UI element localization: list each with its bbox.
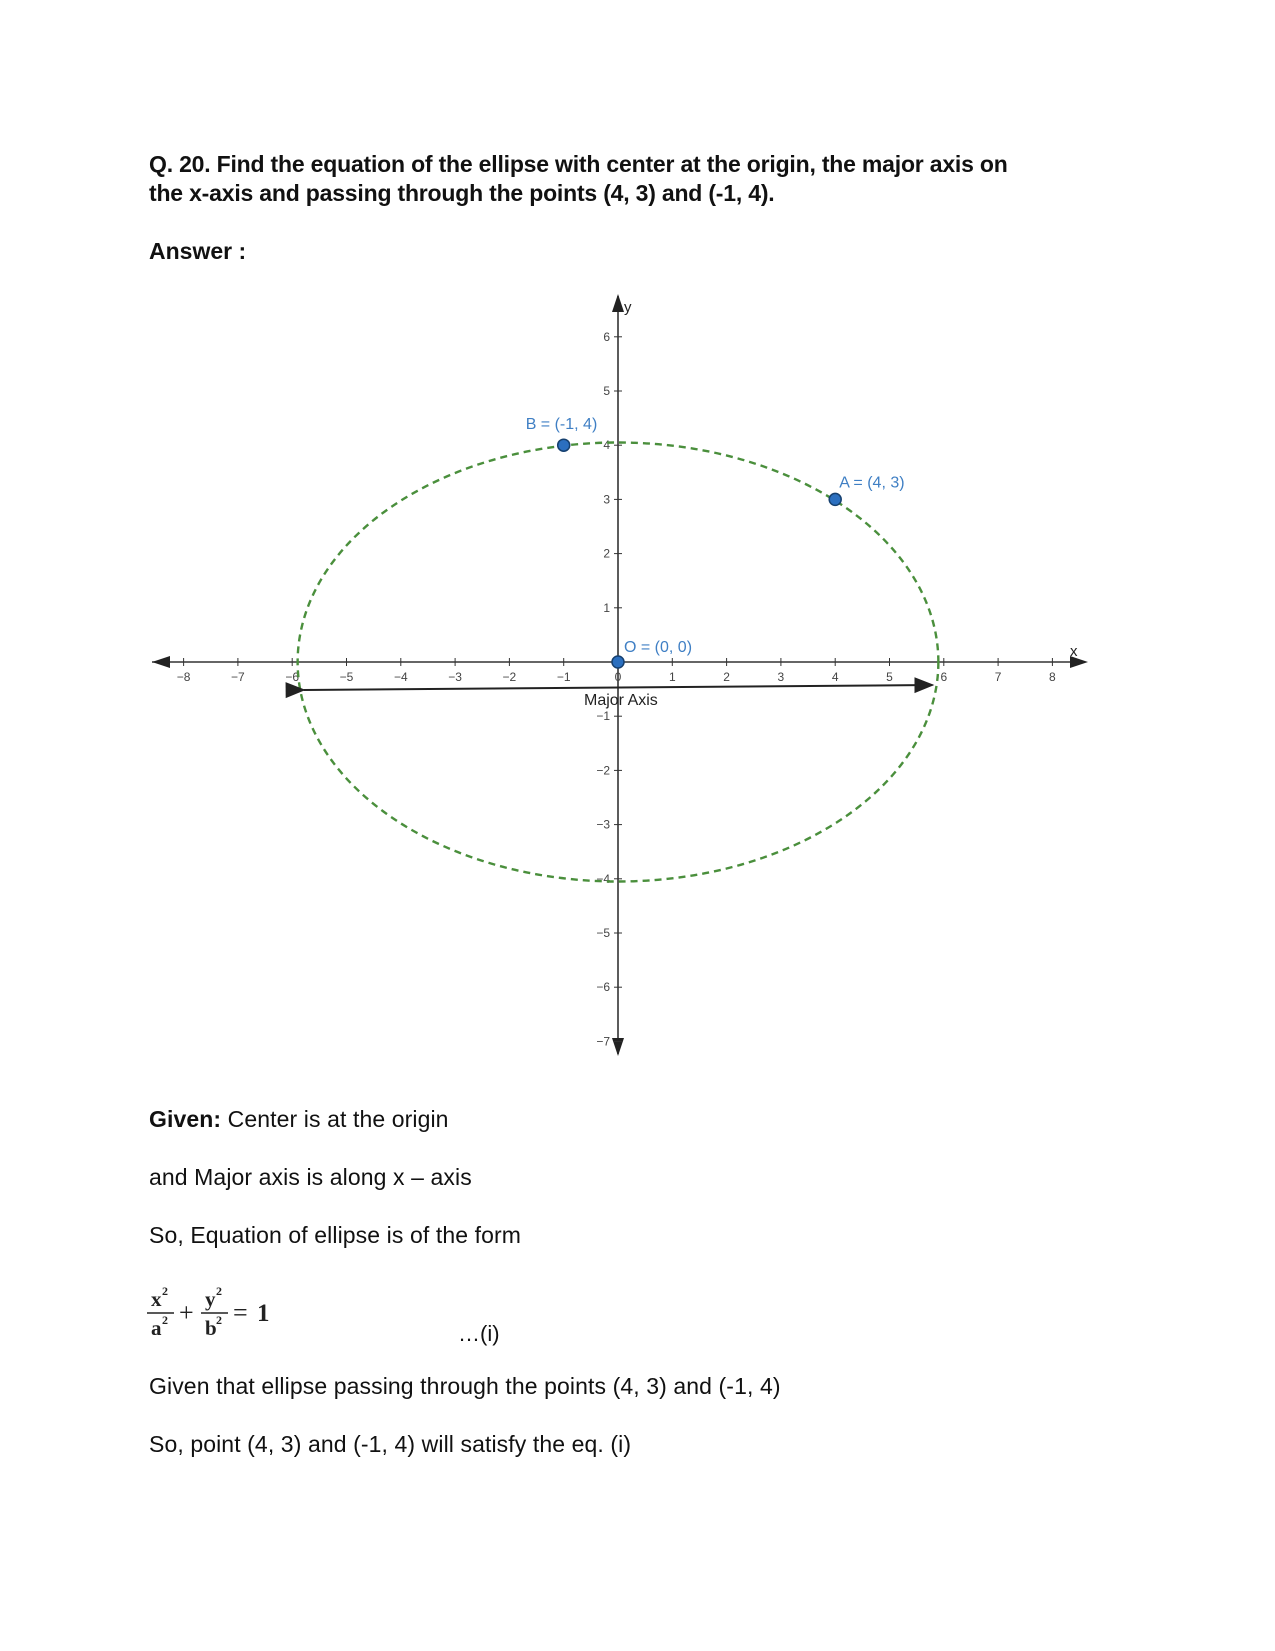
major-axis-label: Major Axis	[584, 692, 658, 709]
x-tick-label: 3	[777, 670, 785, 684]
given-line-1	[149, 1106, 449, 1133]
y-tick-label: 2	[603, 546, 610, 561]
y-tick-label: 5	[603, 384, 610, 398]
x-tick-label: −4	[393, 670, 408, 684]
exp-3: 2	[216, 1284, 222, 1298]
point-label-o: O = (0, 0)	[624, 639, 693, 656]
point-a	[829, 493, 841, 505]
a-squared: a	[151, 1316, 162, 1340]
given-line-2: and Major axis is along x – axis	[149, 1164, 472, 1190]
point-label-b: B = (-1, 4)	[525, 416, 598, 434]
x-tick-label: 0	[614, 670, 622, 684]
x-squared: x	[151, 1287, 162, 1311]
y-squared: y	[205, 1287, 216, 1311]
y-tick-label: 6	[603, 329, 610, 344]
exp-1: 2	[162, 1284, 168, 1298]
point-o	[612, 656, 624, 668]
x-tick-label: −1	[556, 670, 571, 684]
rhs-one: 1	[257, 1300, 270, 1327]
answer-label: Answer :	[149, 238, 247, 264]
b-squared: b	[205, 1316, 217, 1340]
y-tick-label: 4	[603, 438, 610, 453]
given-line-5: So, point (4, 3) and (-1, 4) will satisfy the eq. (i)	[149, 1431, 632, 1457]
y-tick-label: −5	[596, 926, 610, 940]
given-text: Center is at the origin	[221, 1106, 449, 1132]
y-axis-label: y	[624, 299, 632, 316]
given-line-3: So, Equation of ellipse is of the form	[149, 1222, 522, 1248]
x-tick-label: 1	[668, 670, 676, 684]
question-line-2: the x-axis and passing through the points (4, 3) and (-1, 4).	[149, 180, 775, 206]
y-tick-label: −6	[596, 980, 610, 995]
x-tick-label: 4	[831, 670, 839, 684]
x-axis-arrow-left	[152, 656, 170, 668]
x-tick-label: −8	[176, 670, 191, 684]
given-label: Given:	[149, 1106, 222, 1132]
x-tick-label: 7	[994, 670, 1002, 684]
x-tick-label: 8	[1049, 670, 1056, 684]
x-tick-label: 2	[723, 670, 730, 684]
x-tick-label: −5	[339, 670, 354, 684]
ellipse-equation	[145, 1283, 285, 1345]
y-tick-label: −4	[596, 871, 610, 886]
y-tick-label: −2	[596, 763, 610, 778]
point-label-a: A = (4, 3)	[839, 474, 905, 492]
question-line-1: Q. 20. Find the equation of the ellipse with center at the origin, the major axis on	[149, 151, 1008, 177]
y-tick-label: −1	[596, 709, 610, 724]
exp-4: 2	[216, 1313, 222, 1327]
x-tick-label: −6	[285, 670, 300, 684]
x-tick-label: −3	[448, 670, 462, 684]
exp-2: 2	[162, 1313, 168, 1327]
y-tick-label: −3	[596, 817, 610, 832]
x-tick-label: 6	[940, 670, 948, 684]
given-line-4: Given that ellipse passing through the points (4, 3) and (-1, 4)	[149, 1373, 781, 1399]
x-tick-label: 5	[886, 670, 893, 684]
equals-sign: =	[233, 1298, 248, 1327]
point-b	[558, 439, 570, 451]
x-tick-label: −7	[231, 670, 245, 684]
y-axis-arrow-down	[612, 1038, 624, 1056]
y-tick-label: 3	[603, 492, 610, 507]
equation-reference: …(i)	[458, 1321, 500, 1346]
plus-sign: +	[179, 1298, 194, 1327]
y-tick-label: 1	[603, 600, 610, 615]
x-tick-label: −2	[502, 670, 517, 684]
x-axis-label: x	[1070, 643, 1078, 660]
y-tick-label: −7	[596, 1034, 610, 1049]
y-axis-arrow-up	[612, 294, 624, 312]
